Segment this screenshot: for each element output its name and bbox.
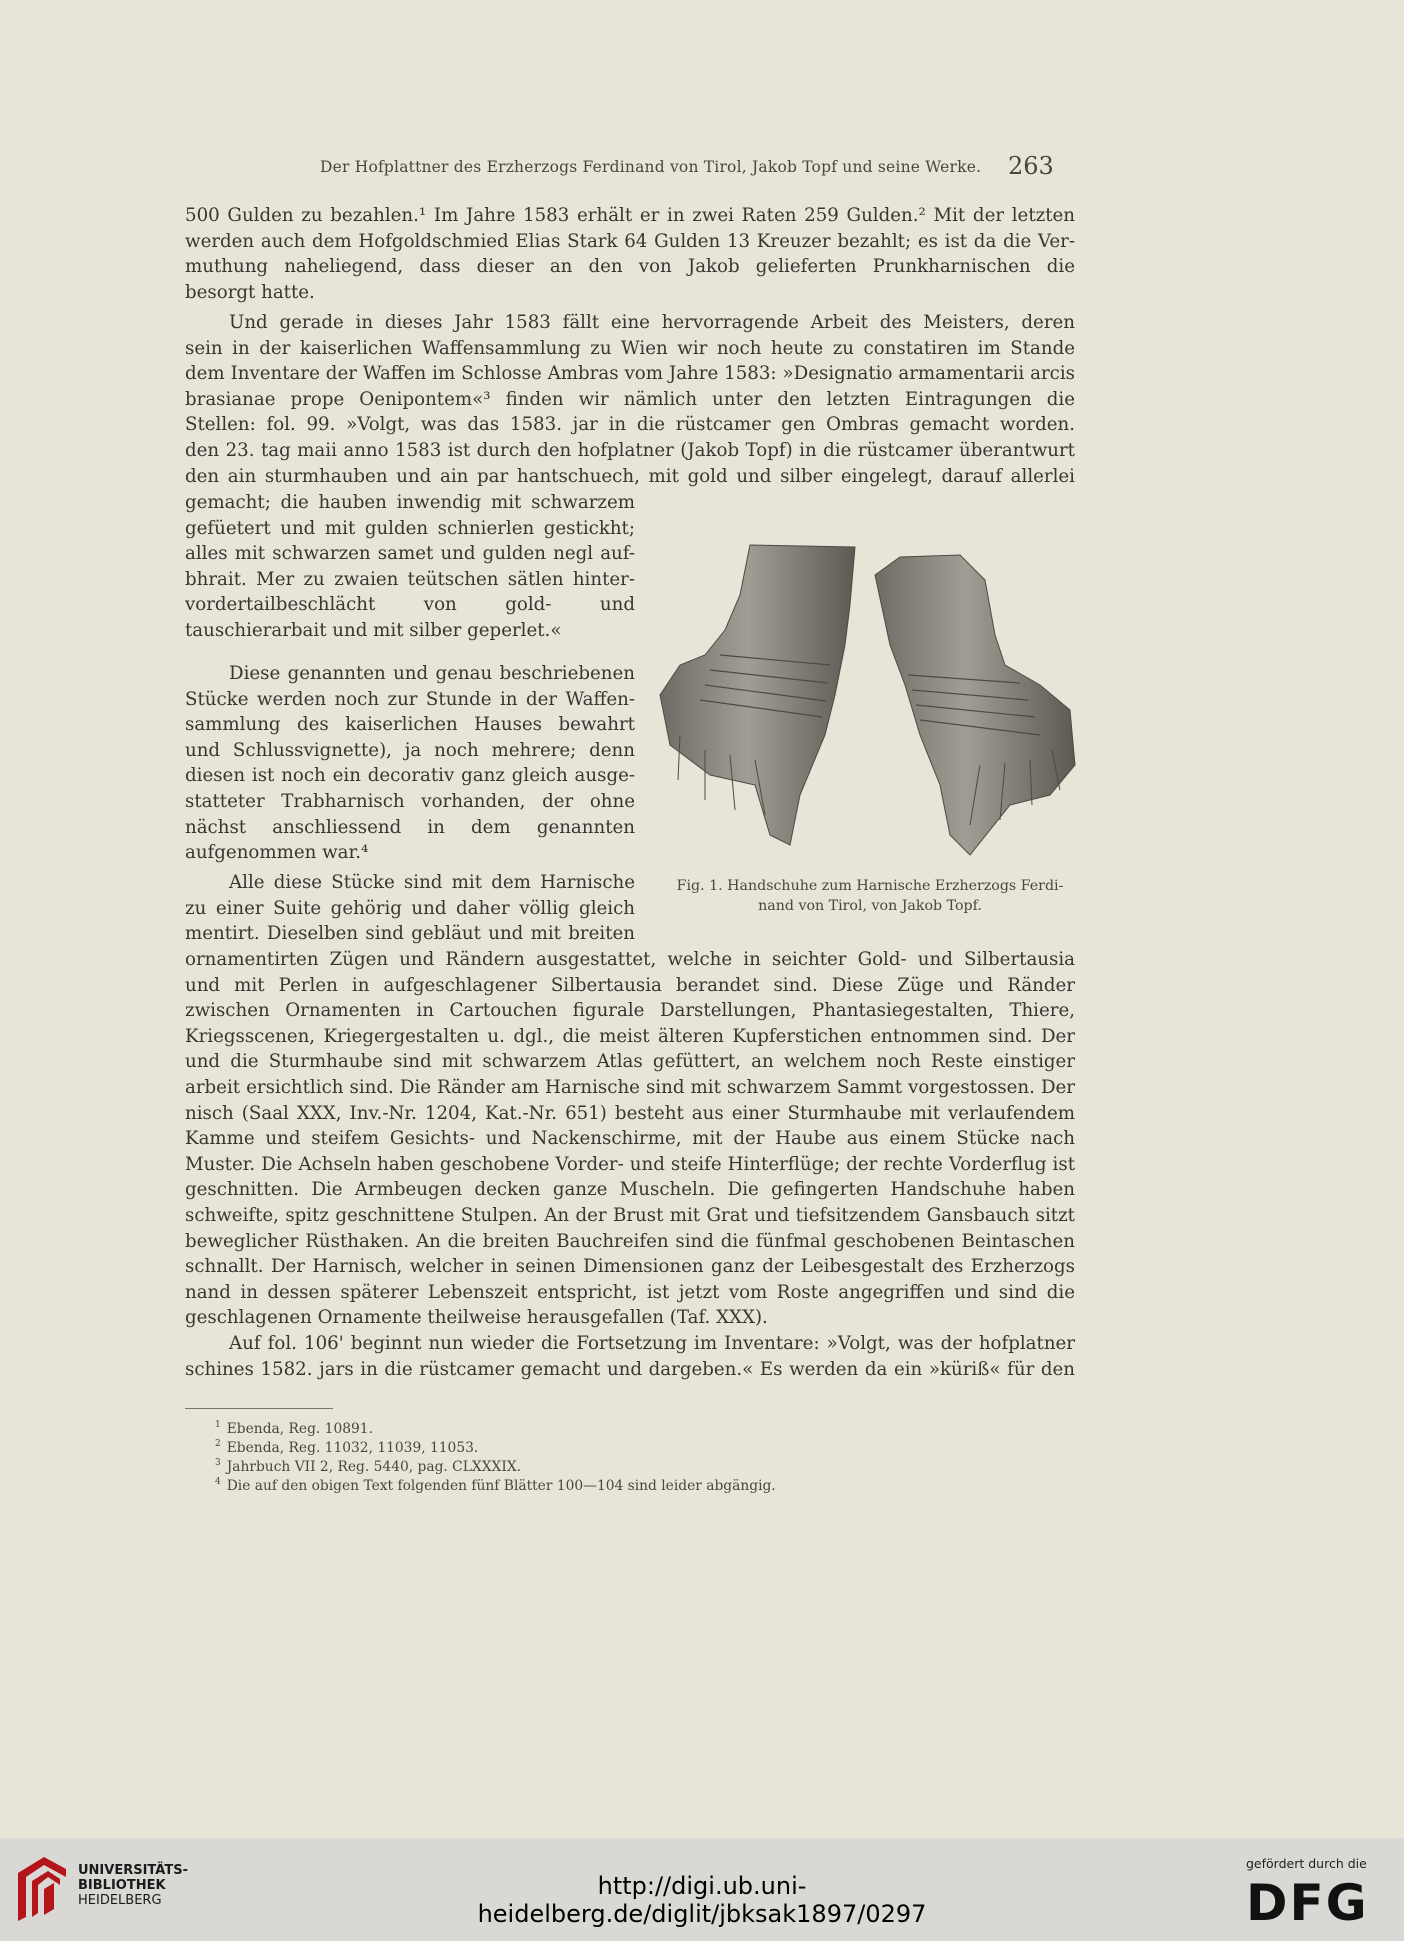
- text-line: schnallt. Der Harnisch, welcher in seinen Dimensionen ganz der Leibesgestalt des Erzherzogs: [185, 1256, 1075, 1278]
- paragraph-4-narrow: [185, 870, 635, 947]
- text-line: werden auch dem Hofgoldschmied Elias Stark 64 Gulden 13 Kreuzer bezahlt; es ist da die Ver-: [185, 230, 1075, 252]
- library-name-line: UNIVERSITÄTS-: [78, 1863, 188, 1878]
- text-line: tauschierarbait und mit silber geperlet.«: [185, 619, 562, 641]
- text-line: alles mit schwarzen samet und gulden negl auf-: [185, 543, 635, 565]
- footnote-mark: 4: [215, 1477, 221, 1488]
- funding-label: gefördert durch die: [1246, 1856, 1367, 1871]
- text-line: Und gerade in dieses Jahr 1583 fällt eine hervorragende Arbeit des Meisters, deren: [229, 312, 1075, 333]
- text-line: gefüetert und mit gulden schnierlen gestickht;: [185, 517, 635, 539]
- figure-caption: [665, 876, 1075, 916]
- text-line: zu einer Suite gehörig und daher völlig gleich: [185, 897, 635, 919]
- paragraph-1: [185, 203, 1075, 305]
- paragraph-3: [185, 661, 635, 866]
- footnote-text: Jahrbuch VII 2, Reg. 5440, pag. CLXXXIX.: [226, 1459, 522, 1475]
- paragraph-2: [185, 310, 1075, 489]
- university-library-logo-icon[interactable]: [14, 1855, 70, 1925]
- text-line: gemacht; die hauben inwendig mit schwarzem: [185, 492, 635, 513]
- text-line: und Schlussvignette), ja noch mehrere; denn: [185, 739, 635, 761]
- permalink-url[interactable]: http://digi.ub.uni-heidelberg.de/diglit/jbksak1897/0297: [477, 1872, 927, 1928]
- gauntlets-figure: [650, 535, 1080, 865]
- text-line: schweifte, spitz geschnittene Stulpen. An der Brust mit Grat und tiefsitzendem Gansbauch sitzt: [185, 1204, 1075, 1226]
- text-line: zwischen Ornamenten in Cartouchen figurale Darstellungen, Phantasiegestalten, Thiere,: [185, 1000, 1075, 1022]
- caption-line: Fig. 1. Handschuhe zum Harnische Erzherzogs Ferdi-: [676, 878, 1064, 894]
- text-line: aufgenommen war.⁴: [185, 842, 369, 864]
- text-line: vordertailbeschlächt von gold- und: [185, 594, 635, 616]
- text-line: Alle diese Stücke sind mit dem Harnische: [229, 872, 635, 893]
- text-line: schines 1582. jars in die rüstcamer gemacht und dargeben.« Es werden da ein »küriß« für den: [185, 1358, 1075, 1380]
- caption-line: nand von Tirol, von Jakob Topf.: [758, 898, 982, 914]
- text-line: Diese genannten und genau beschriebenen: [229, 663, 635, 684]
- page-number: 263: [1008, 152, 1054, 180]
- footnote-text: Ebenda, Reg. 10891.: [226, 1421, 373, 1437]
- dfg-logo[interactable]: DFG: [1246, 1874, 1369, 1932]
- footnote-mark: 3: [215, 1458, 221, 1469]
- footnote-mark: 1: [215, 1420, 221, 1431]
- footnote-text: Ebenda, Reg. 11032, 11039, 11053.: [226, 1440, 479, 1456]
- text-line: diesen ist noch ein decorativ ganz gleich ausge-: [185, 765, 635, 787]
- text-line: bhrait. Mer zu zwaien teütschen sätlen hinter-: [185, 568, 635, 590]
- text-line: und die Sturmhaube sind mit schwarzem Atlas gefüttert, an welchem noch Reste einstiger: [185, 1051, 1075, 1073]
- text-line: geschlagenen Ornamente theilweise herausgefallen (Taf. XXX).: [185, 1307, 768, 1329]
- text-line: nand in dessen späterer Lebenszeit entspricht, ist jetzt vom Roste angegriffen und sind die: [185, 1281, 1075, 1303]
- library-name-line: BIBLIOTHEK: [78, 1878, 166, 1893]
- text-line: den 23. tag maii anno 1583 ist durch den hofplatner (Jakob Topf) in die rüstcamer überantwurt: [185, 439, 1075, 461]
- footnotes: [215, 1420, 915, 1496]
- left-gauntlet: [660, 545, 855, 845]
- text-line: 500 Gulden zu bezahlen.¹ Im Jahre 1583 erhält er in zwei Raten 259 Gulden.² Mit der letzten: [185, 205, 1075, 226]
- text-line: statteter Trabharnisch vorhanden, der ohne: [185, 790, 635, 812]
- library-name-line: HEIDELBERG: [78, 1893, 162, 1908]
- paragraph-5: [185, 1331, 1075, 1382]
- text-line: Muster. Die Achseln haben geschobene Vorder- und steife Hinterflüge; der rechte Vorderflug ist: [185, 1153, 1075, 1175]
- text-line: Kamme und steifem Gesichts- und Nackenschirme, mit der Haube aus einem Stücke nach: [185, 1128, 1075, 1150]
- footnote-text: Die auf den obigen Text folgenden fünf Blätter 100—104 sind leider abgängig.: [226, 1478, 776, 1494]
- text-line: ornamentirten Zügen und Rändern ausgestattet, welche in seichter Gold- und Silbertausia: [185, 949, 1075, 970]
- paragraph-4: [185, 947, 1075, 1331]
- text-line: mentirt. Dieselben sind gebläut und mit breiten: [185, 923, 635, 945]
- footnote-rule: [185, 1408, 333, 1409]
- text-line: und mit Perlen in aufgeschlagener Silbertausia berandet sind. Diese Züge und Ränder: [185, 974, 1075, 996]
- text-line: nisch (Saal XXX, Inv.-Nr. 1204, Kat.-Nr. 651) besteht aus einer Sturmhaube mit verlaufendem: [185, 1102, 1075, 1124]
- text-line: den ain sturmhauben und ain par hantschuech, mit gold und silber eingelegt, darauf allerlei: [185, 465, 1075, 487]
- text-line: Stücke werden noch zur Stunde in der Waffen-: [185, 688, 635, 710]
- text-line: dem Inventare der Waffen im Schlosse Ambras vom Jahre 1583: »Designatio armamentarii arcis: [185, 363, 1075, 385]
- text-line: beweglicher Rüsthaken. An die breiten Bauchreifen sind die fünfmal geschobenen Beintaschen: [185, 1230, 1075, 1252]
- footnote-mark: 2: [215, 1439, 221, 1450]
- text-line: arbeit ersichtlich sind. Die Ränder am Harnische sind mit schwarzem Sammt vorgestossen. Der: [185, 1076, 1075, 1098]
- footnote: [215, 1477, 915, 1496]
- running-title: Der Hofplattner des Erzherzogs Ferdinand von Tirol, Jakob Topf und seine Werke.: [320, 158, 982, 176]
- text-line: nächst anschliessend in dem genannten: [185, 816, 635, 838]
- text-line: sein in der kaiserlichen Waffensammlung zu Wien wir noch heute zu constatiren im Stande: [185, 337, 1075, 359]
- text-line: brasianae prope Oenipontem«³ finden wir nämlich unter den letzten Eintragungen die: [185, 388, 1075, 410]
- text-line: muthung naheliegend, dass dieser an den von Jakob gelieferten Prunkharnischen die: [185, 256, 1075, 278]
- footnote: [215, 1458, 915, 1477]
- text-line: Kriegsscenen, Kriegergestalten u. dgl., die meist älteren Kupferstichen entnommen sind. Der: [185, 1025, 1075, 1047]
- text-line: geschnitten. Die Armbeugen decken ganze Muscheln. Die gefingerten Handschuhe haben: [185, 1179, 1075, 1201]
- text-line: Auf fol. 106' beginnt nun wieder die Fortsetzung im Inventare: »Volgt, was der hofplatner: [229, 1333, 1075, 1354]
- footnote: [215, 1439, 915, 1458]
- text-line: sammlung des kaiserlichen Hauses bewahrt: [185, 714, 635, 736]
- text-line: besorgt hatte.: [185, 281, 315, 303]
- text-line: Stellen: fol. 99. »Volgt, was das 1583. jar in die rüstcamer gen Ombras gemacht worden.: [185, 414, 1075, 436]
- footnote: [215, 1420, 915, 1439]
- right-gauntlet: [875, 555, 1075, 855]
- library-name[interactable]: [78, 1863, 188, 1908]
- paragraph-2-narrow: [185, 490, 635, 644]
